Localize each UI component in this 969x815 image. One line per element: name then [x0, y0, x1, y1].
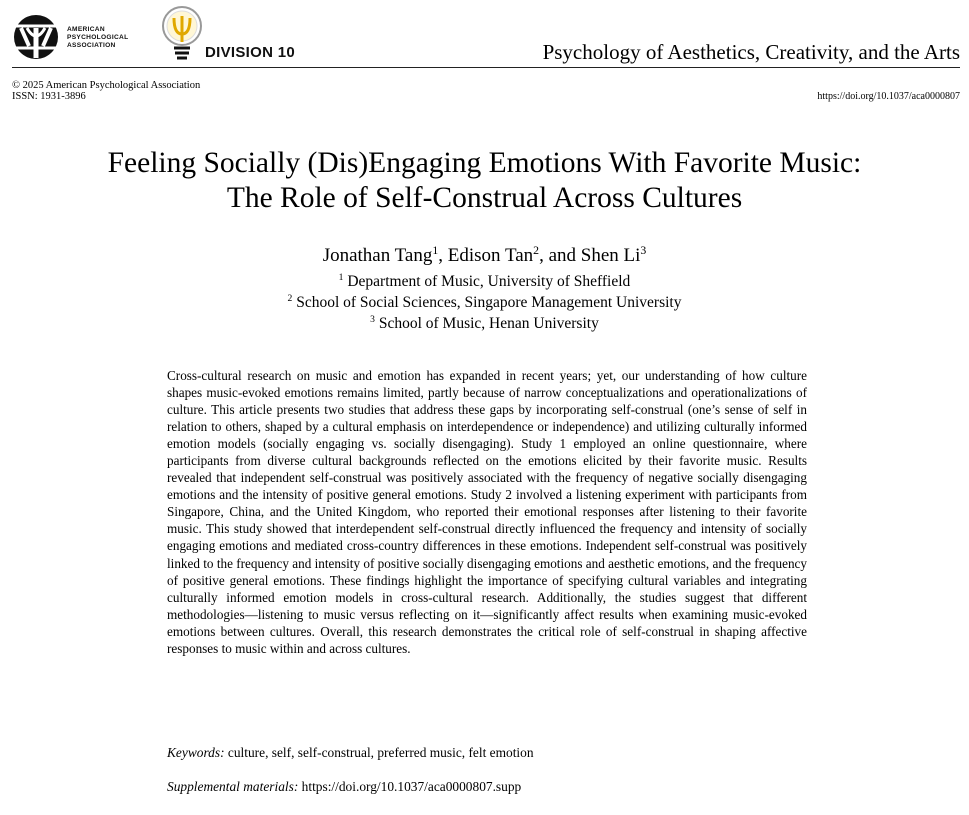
article-title — [0, 146, 969, 216]
copyright-notice: © 2025 American Psychological Association — [12, 80, 201, 91]
author-name: Shen Li — [580, 245, 641, 266]
affiliation-line — [0, 271, 969, 292]
apa-wordmark-line: PSYCHOLOGICAL — [67, 34, 129, 41]
supplemental-materials — [167, 778, 807, 795]
page-header — [0, 0, 969, 68]
affiliation-number: 2 — [287, 293, 293, 305]
supplemental-label: Supplemental materials: — [167, 779, 299, 794]
affiliation-name: Department of Music, University of Sheffield — [347, 273, 631, 290]
apa-logo-icon — [12, 14, 60, 60]
publication-info — [12, 80, 200, 102]
author-name: Edison Tan — [447, 245, 534, 266]
division-label: DIVISION 10 — [205, 44, 295, 61]
abstract-text: Cross-cultural research on music and emotion has expanded in recent years; yet, our understanding of how culture shapes music-evoked emotions remains limited, partly because of narrow conceptualizations and operationalizations of culture. This article presents two studies that address these gaps by incorporating self-construal (one’s sense of self in relation to others, shaped by a cultural emphasis on interdependence or independence) and utilizing culturally informed emotion models (socially engaging vs. socially disengaging). Study 1 employed an online questionnaire, where participants from diverse cultural backgrounds reflected on the emotions elicited by their favorite music. Results revealed that independent self-construal was positively associated with the frequency of negative socially disengaging emotions and the intensity of positive general emotions. Study 2 involved a listening experiment with participants from Singapore, China, and the United Kingdom, who reported their emotional responses after listening to their favorite music. This study showed that interdependent self-construal directly influenced the frequency and intensity of socially engaging emotions and mediated cross-country differences in these emotions. Independent self-construal was positively linked to the frequency and intensity of positive socially disengaging emotions and aesthetic emotions, and the frequency of positive general emotions. These findings highlight the importance of specifying cultural variables and integrating culturally informed emotion models in cross-cultural research. Additionally, the studies suggest that different methodologies—listening to music versus reflecting on it—significantly affect results when examining music-evoked emotions between cultures. Overall, this research demonstrates the critical role of self-construal in shaping affective responses to music within and across cultures. — [167, 368, 807, 656]
author-list — [0, 244, 969, 268]
apa-wordmark-line: AMERICAN — [67, 26, 105, 33]
article-title-line: The Role of Self-Construal Across Cultures — [226, 182, 743, 214]
author-affiliation-marker: 1 — [432, 243, 439, 257]
header-rule — [12, 67, 960, 68]
affiliation-name: School of Music, Henan University — [378, 315, 599, 332]
keywords-value: culture, self, self-construal, preferred music, felt emotion — [227, 745, 534, 760]
author-affiliation-marker: 2 — [533, 243, 540, 257]
author-separator: , and — [539, 245, 581, 266]
author-name: Jonathan Tang — [322, 245, 433, 266]
keywords — [167, 744, 807, 761]
affiliation-number: 3 — [370, 314, 375, 326]
article-title-line: Feeling Socially (Dis)Engaging Emotions With Favorite Music: — [107, 147, 862, 179]
division-10-logo-icon — [160, 4, 206, 64]
doi-link[interactable]: https://doi.org/10.1037/aca0000807 — [817, 91, 960, 102]
keywords-label: Keywords: — [167, 745, 225, 760]
affiliation-list — [0, 271, 969, 334]
apa-wordmark-line: ASSOCIATION — [67, 42, 116, 49]
author-separator: , — [438, 245, 448, 266]
author-affiliation-marker: 3 — [640, 243, 647, 257]
supplemental-link[interactable]: https://doi.org/10.1037/aca0000807.supp — [301, 779, 522, 794]
affiliation-line — [0, 292, 969, 313]
affiliation-line — [0, 313, 969, 334]
affiliation-number: 1 — [338, 272, 344, 284]
apa-wordmark — [67, 26, 128, 50]
affiliation-name: School of Social Sciences, Singapore Management University — [296, 294, 682, 311]
issn: ISSN: 1931-3896 — [12, 91, 86, 102]
journal-name: Psychology of Aesthetics, Creativity, and the Arts — [542, 40, 960, 64]
